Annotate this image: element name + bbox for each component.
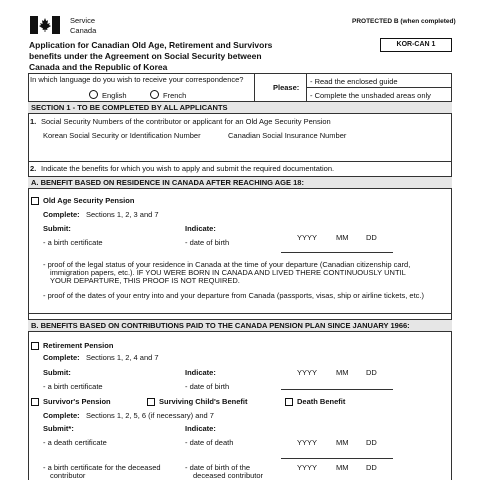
oas-pension-checkbox[interactable] [31, 197, 39, 205]
english-radio[interactable] [89, 90, 98, 99]
death-certificate-item: - a death certificate [43, 438, 107, 447]
submit-label: Submit: [43, 224, 71, 233]
yyyy-label: YYYY [297, 368, 318, 377]
canadian-sin-field[interactable] [226, 142, 396, 160]
date-of-birth-item: - date of birth [185, 382, 230, 391]
service-canada-line1: Service [70, 16, 96, 25]
indicate-label: Indicate: [185, 368, 216, 377]
complete-label: Complete: [43, 353, 80, 362]
korean-ssn-field[interactable] [40, 142, 210, 160]
dd-label: DD [366, 463, 377, 472]
surviving-child-checkbox[interactable] [147, 398, 155, 406]
note-complete-unshaded: - Complete the unshaded areas only [310, 91, 431, 100]
date-birth-deceased-line2: deceased contributor [193, 471, 264, 480]
retirement-pension-label: Retirement Pension [43, 341, 114, 350]
date-of-birth-item: - date of birth [185, 238, 230, 247]
q2-number: 2. [30, 164, 37, 173]
death-benefit-checkbox[interactable] [285, 398, 293, 406]
form-code-box: KOR-CAN 1 [380, 38, 452, 52]
q1-text: Social Security Numbers of the contributor or applicant for an Old Age Security Pension [41, 117, 331, 126]
yyyy-label: YYYY [297, 438, 318, 447]
french-label: French [163, 91, 187, 100]
proof-legal-line3: YOUR DEPARTURE, THIS PROOF IS NOT REQUIRED. [50, 276, 240, 285]
q2-text: Indicate the benefits for which you wish to apply and submit the required documentation. [41, 164, 335, 173]
proof-dates-item: - proof of the dates of your entry into and your departure from Canada (passports, visas, ship or airline tickets, etc.) [43, 291, 425, 300]
note-read-guide: - Read the enclosed guide [310, 77, 398, 86]
sectionA-header: A. BENEFIT BASED ON RESIDENCE IN CANADA AFTER REACHING AGE 18: [28, 176, 452, 189]
form-title-line1: Application for Canadian Old Age, Retirement and Survivors [29, 40, 273, 50]
birth-cert-deceased-line2: contributor [50, 471, 86, 480]
retirement-pension-checkbox[interactable] [31, 342, 39, 350]
date-birth-deceased-line1: - date of birth of the [185, 463, 251, 472]
korean-ssn-label: Korean Social Security or Identification Number [43, 131, 201, 140]
date-of-death-item: - date of death [185, 438, 234, 447]
retirement-date-of-birth-field[interactable] [281, 389, 393, 390]
complete-label: Complete: [43, 210, 80, 219]
english-label: English [102, 91, 127, 100]
birth-cert-deceased-line1: - a birth certificate for the deceased [43, 463, 161, 472]
retirement-complete-sections: Sections 1, 2, 4 and 7 [86, 353, 159, 362]
survivors-pension-label: Survivor's Pension [43, 397, 111, 406]
form-title-line3: Canada and the Republic of Korea [29, 62, 168, 72]
birth-certificate-item: - a birth certificate [43, 238, 103, 247]
language-question: In which language do you wish to receive your correspondence? [30, 75, 244, 84]
dd-label: DD [366, 438, 377, 447]
mm-label: MM [336, 233, 349, 242]
please-label: Please: [273, 83, 300, 92]
indicate-label: Indicate: [185, 224, 216, 233]
divider [28, 73, 452, 74]
mm-label: MM [336, 368, 349, 377]
yyyy-label: YYYY [297, 463, 318, 472]
proof-legal-line2: immigration papers, etc.). IF YOU WERE BORN IN CANADA AND LIVED THERE CONTINUOUSLY UNTIL [50, 268, 406, 277]
submit-label: Submit: [43, 368, 71, 377]
oas-pension-label: Old Age Security Pension [43, 196, 135, 205]
service-canada-line2: Canada [70, 26, 97, 35]
surviving-child-label: Surviving Child's Benefit [159, 397, 248, 406]
sectionB-header: B. BENEFITS BASED ON CONTRIBUTIONS PAID TO THE CANADA PENSION PLAN SINCE JANUARY 1966: [28, 319, 452, 332]
birth-certificate-item: - a birth certificate [43, 382, 103, 391]
section1-header: SECTION 1 - TO BE COMPLETED BY ALL APPLICANTS [28, 101, 452, 114]
indicate-label: Indicate: [185, 424, 216, 433]
date-of-death-field[interactable] [281, 458, 393, 459]
submit-star-label: Submit*: [43, 424, 74, 433]
yyyy-label: YYYY [297, 233, 318, 242]
french-radio[interactable] [150, 90, 159, 99]
canada-flag-logo [30, 16, 60, 34]
q1-number: 1. [30, 117, 37, 126]
complete-label: Complete: [43, 411, 80, 420]
canadian-sin-label: Canadian Social Insurance Number [228, 131, 347, 140]
dd-label: DD [366, 233, 377, 242]
proof-legal-line1: - proof of the legal status of your residence in Canada at the time of your departure (Canadian citizenship card, [43, 260, 411, 269]
survivor-complete-sections: Sections 1, 2, 5, 6 (if necessary) and 7 [86, 411, 214, 420]
dd-label: DD [366, 368, 377, 377]
date-of-birth-field[interactable] [281, 252, 393, 253]
mm-label: MM [336, 438, 349, 447]
complete-sections: Sections 1, 2, 3 and 7 [86, 210, 159, 219]
death-benefit-label: Death Benefit [297, 397, 346, 406]
survivors-pension-checkbox[interactable] [31, 398, 39, 406]
protected-label: PROTECTED B (when completed) [352, 18, 456, 25]
form-title-line2: benefits under the Agreement on Social Security between [29, 51, 262, 61]
mm-label: MM [336, 463, 349, 472]
